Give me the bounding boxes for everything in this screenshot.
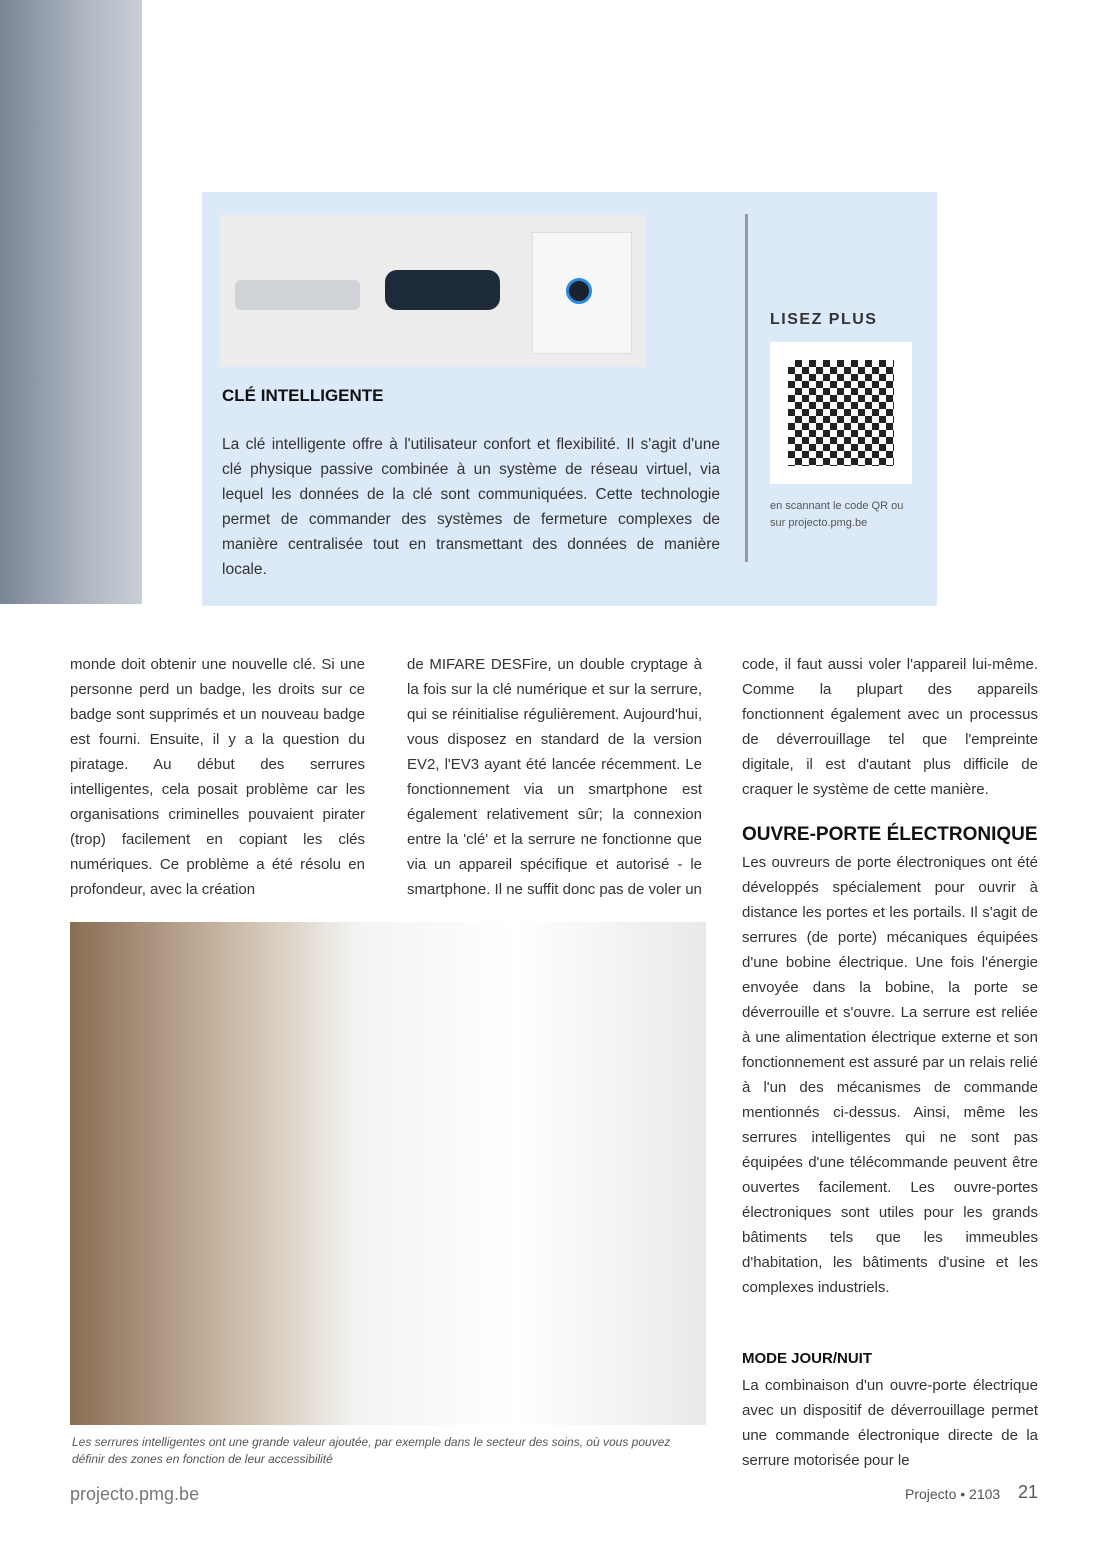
qr-note: en scannant le code QR ou sur projecto.pmg.be — [770, 500, 904, 529]
qr-pattern-icon — [788, 360, 894, 466]
reader-button-icon — [566, 278, 592, 304]
photo-caption: Les serrures intelligentes ont une grande valeur ajoutée, par exemple dans le secteur des soins, où vous pouvez définir des zones en fonction de leur accessibilité — [72, 1435, 671, 1466]
column-2: de MIFARE DESFire, un double cryptage à la fois sur la clé numérique et sur la serrure, qui se réinitialise régulièrement. Aujourd'hui, vous disposez en standard de la version EV2, l'EV3 ayant été lancée récemment. Le fonctionnement via un smartphone est également relativement sûr; la connexion entre la 'clé' et la serrure ne fonctionne que via un appareil spécifique et autorisé - le smartphone. Il ne suffit donc pas de voler un — [407, 656, 702, 898]
column-3c: La combinaison d'un ouvre-porte électrique avec un dispositif de déverrouillage permet une commande électronique directe de la serrure motorisée pour le — [742, 1377, 1038, 1469]
building-photo — [0, 0, 142, 604]
footer-site[interactable]: projecto.pmg.be — [70, 1484, 200, 1504]
heading-ouvre-porte: OUVRE-PORTE ÉLECTRONIQUE — [742, 824, 1038, 845]
heading-mode: MODE JOUR/NUIT — [742, 1350, 873, 1367]
column-3b: Les ouvreurs de porte électroniques ont été développés spécialement pour ouvrir à distance les portes et les portails. Il s'agit de serrures (de porte) mécaniques équipées d'une bobine électrique. Une fois l'énergie envoyée dans la bobine, la porte se déverrouille et s'ouvre. La serrure est reliée à une alimentation électrique externe et son fonctionnement est assuré par un relais relié à l'un des mécanismes de commande mentionnés ci-dessus. Ainsi, même les serrures intelligentes qui ne sont pas équipées d'une télécommande peuvent être ouvertes facilement. Les ouvre-portes électroniques sont utiles pour les grands bâtiments tels que les immeubles d'habitation, les bâtiments d'usine et les complexes industriels. — [742, 854, 1038, 1296]
column-3a: code, il faut aussi voler l'appareil lui-même. Comme la plupart des appareils fonctionnent également avec un processus de déverrouillage tel que l'empreinte digitale, il est d'autant plus difficile de craquer le système de cette manière. — [742, 656, 1038, 798]
divider — [745, 214, 748, 562]
column-1: monde doit obtenir une nouvelle clé. Si une personne perd un badge, les droits sur ce badge sont supprimés et un nouveau badge est fourni. Ensuite, il y a la question du piratage. Au début des serrures intelligentes, cela posait problème car les organisations criminelles pouvaient pirater (trop) facilement en copiant les clés numériques. Ce problème a été résolu en profondeur, avec la création — [70, 656, 365, 898]
lock-cylinder-icon — [235, 280, 360, 310]
box-text: La clé intelligente offre à l'utilisateur confort et flexibilité. Il s'agit d'une clé physique passive combinée à un système de réseau virtuel, via lequel les données de la clé sont communiquées. Cette technologie permet de commander des systèmes de fermeture complexes de manière centralisée tout en transmettant des données de manière locale. — [222, 436, 720, 578]
smart-key-icon — [385, 270, 500, 310]
page-number: 21 — [1018, 1482, 1039, 1502]
footer-issue: Projecto • 2103 — [905, 1486, 1001, 1502]
box-title: CLÉ INTELLIGENTE — [222, 386, 384, 405]
care-photo — [70, 922, 706, 1425]
read-more: LISEZ PLUS — [770, 311, 878, 328]
